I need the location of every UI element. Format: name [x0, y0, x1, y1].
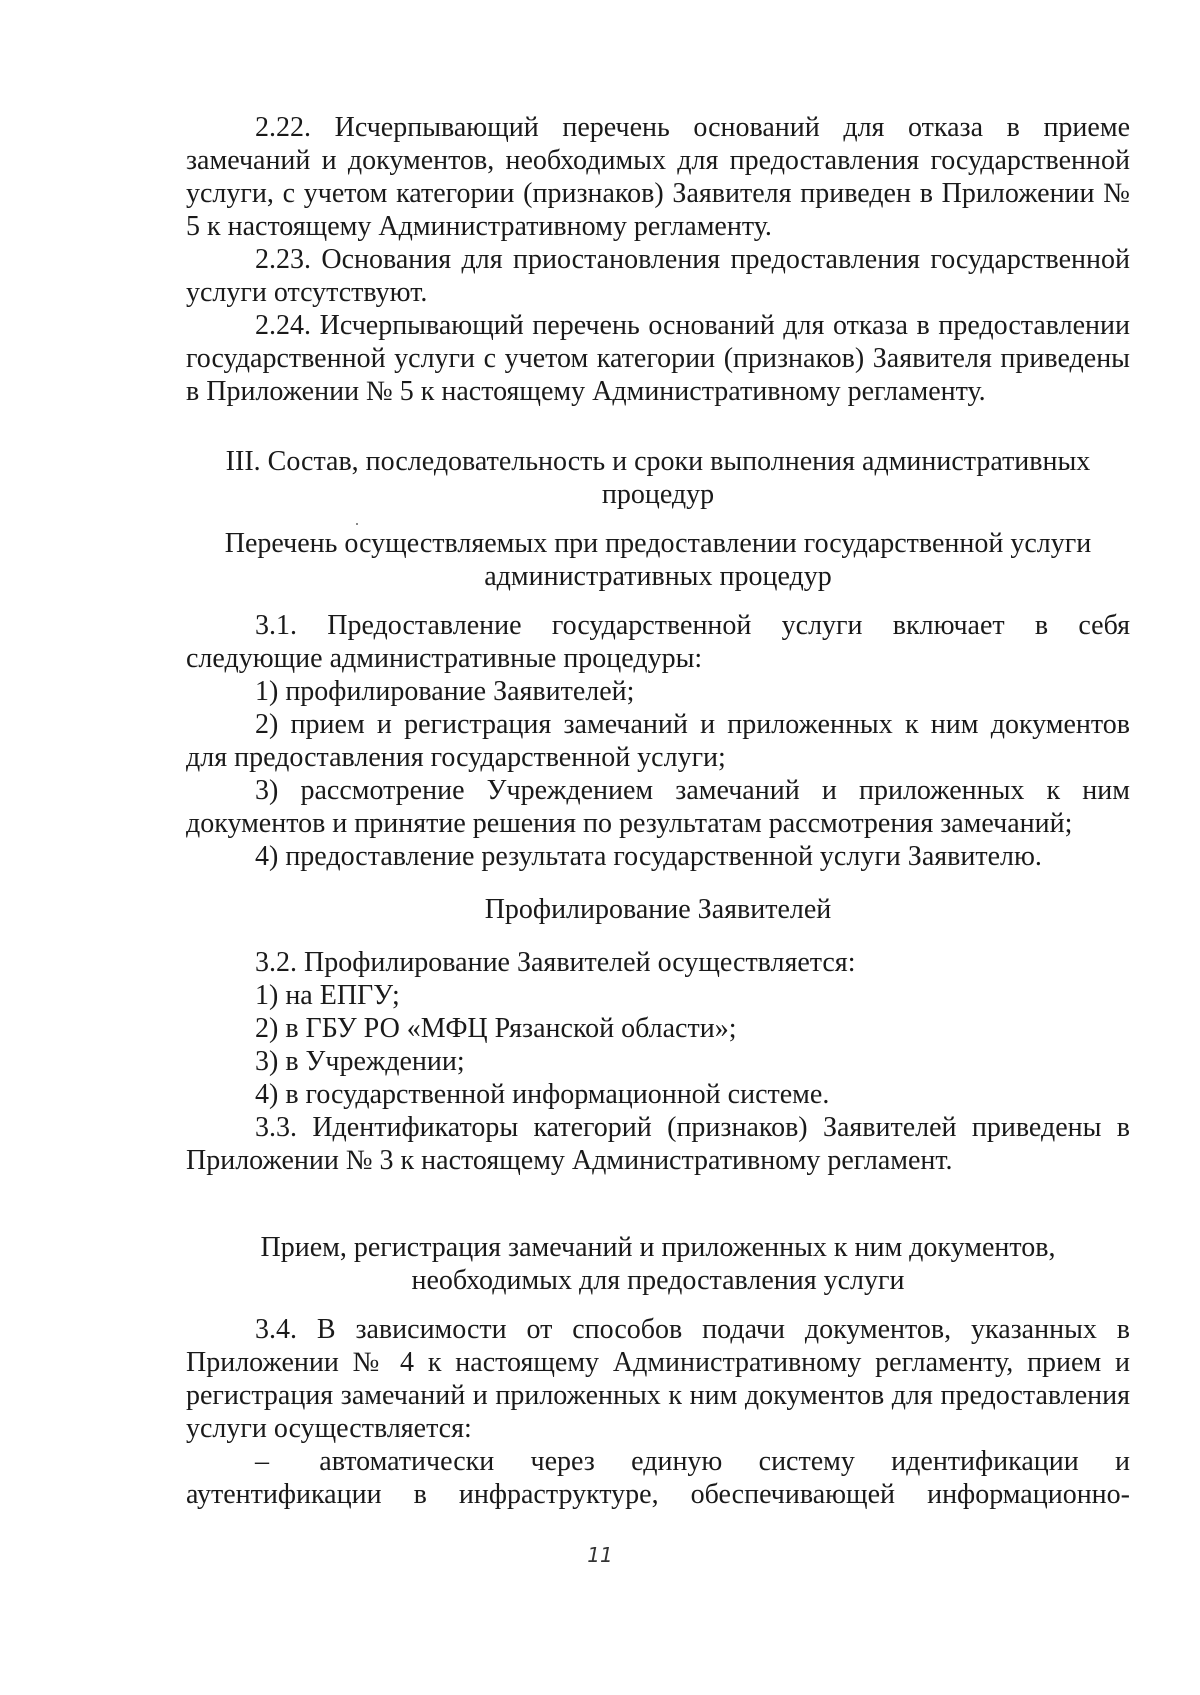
list-item-3-2-4: 4) в государственной информационной системе. — [255, 1079, 830, 1110]
subheading-procedures-list-line1: Перечень осуществляемых при предоставлении государственной услуги — [224, 528, 1092, 559]
paragraph-2-22: 2.22. Исчерпывающий перечень оснований для отказа в приеме замечаний и документов, необходимых для предоставления государственной услуги, с учетом категории (признаков) Заявителя приведен в Приложении № 5 к настоящему Административному регламенту. — [186, 112, 1130, 242]
dash-item-word: и — [1115, 1446, 1130, 1477]
list-item-3-2-1: 1) на ЕПГУ; — [255, 980, 400, 1011]
dash-item-word: автоматически — [319, 1446, 495, 1477]
paragraph-3-3: 3.3. Идентификаторы категорий (признаков) Заявителей приведены в Приложении № 3 к настоящему Административному регламент. — [186, 1112, 1130, 1176]
section-3-title-line2: процедур — [601, 479, 715, 510]
page-number: 11 — [587, 1543, 613, 1567]
list-item-3-2-3: 3) в Учреждении; — [255, 1046, 465, 1077]
dash-item-word: через — [530, 1446, 595, 1477]
list-item-3-1-1: 1) профилирование Заявителей; — [255, 676, 635, 707]
subheading-reception — [186, 1231, 1130, 1297]
dash-item-word: идентификации — [891, 1446, 1079, 1477]
document-body — [186, 111, 1130, 1511]
subheading-reception-line2: необходимых для предоставления услуги — [411, 1265, 905, 1296]
list-item-3-1-4: 4) предоставление результата государственной услуги Заявителю. — [255, 841, 1042, 872]
paragraph-2-23: 2.23. Основания для приостановления предоставления государственной услуги отсутствуют. — [186, 244, 1130, 308]
paragraph-2-24: 2.24. Исчерпывающий перечень оснований для отказа в предоставлении государственной услуги с учетом категории (признаков) Заявителя приведены в Приложении № 5 к настоящему Административному регламенту. — [186, 310, 1130, 407]
list-item-3-1-2: 2) прием и регистрация замечаний и приложенных к ним документов для предоставления государственной услуги; — [186, 709, 1130, 773]
paragraph-3-2: 3.2. Профилирование Заявителей осуществляется: — [255, 947, 856, 978]
section-3-title — [186, 445, 1130, 511]
subheading-reception-line1: Прием, регистрация замечаний и приложенных к ним документов, — [260, 1232, 1056, 1263]
subheading-procedures-list — [186, 527, 1130, 593]
dash-item-word: – — [255, 1446, 269, 1477]
dash-item-word: систему — [758, 1446, 855, 1477]
list-item-3-2-2: 2) в ГБУ РО «МФЦ Рязанской области»; — [255, 1013, 737, 1044]
list-item-3-1-3: 3) рассмотрение Учреждением замечаний и приложенных к ним документов и принятие решения по результатам рассмотрения замечаний; — [186, 775, 1130, 839]
dash-list-item-first-line — [186, 1445, 1130, 1478]
subheading-profiling: Профилирование Заявителей — [484, 894, 832, 925]
subheading-procedures-list-line2: административных процедур — [484, 561, 832, 592]
paragraph-3-4: 3.4. В зависимости от способов подачи документов, указанных в Приложении № 4 к настоящему Административному регламенту, прием и регистрация замечаний и приложенных к ним документов для предоставления услуги осуществляется: — [186, 1314, 1130, 1444]
dash-item-word: единую — [631, 1446, 723, 1477]
dash-list-item-continuation: аутентификации в инфраструктуре, обеспечивающей информационно- — [186, 1479, 1130, 1510]
section-3-title-line1: III. Состав, последовательность и сроки выполнения административных — [225, 446, 1091, 477]
paragraph-3-1: 3.1. Предоставление государственной услуги включает в себя следующие административные процедуры: — [186, 610, 1130, 674]
